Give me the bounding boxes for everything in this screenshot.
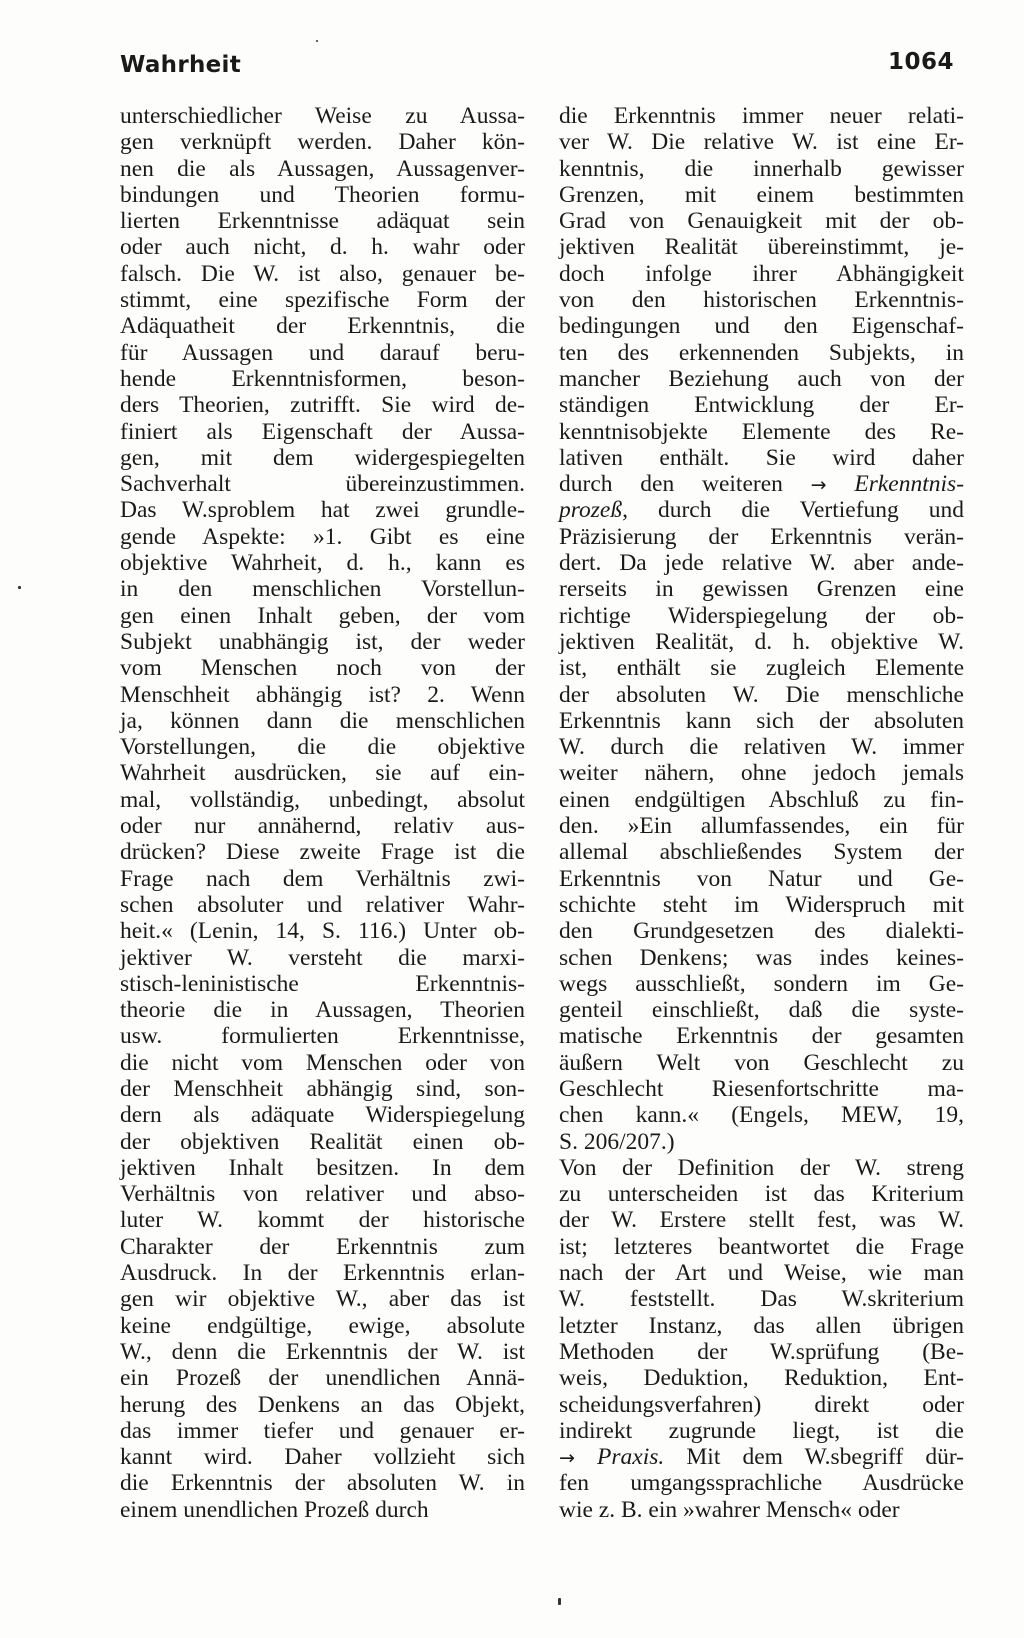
left-line: gende Aspekte: »1. Gibt es eine: [120, 523, 525, 550]
right-line: genteil einschließt, daß die syste-: [559, 997, 964, 1024]
right-line: dert. Da jede relative W. aber ande-: [559, 550, 964, 577]
left-line: Charakter der Erkenntnis zum: [120, 1233, 525, 1260]
right-line: chen kann.« (Engels, MEW, 19,: [559, 1102, 964, 1129]
left-line: keine endgültige, ewige, absolute: [120, 1312, 525, 1339]
right-line: [559, 497, 964, 523]
left-line: drücken? Diese zweite Frage ist die: [120, 839, 525, 866]
left-line: luter W. kommt der historische: [120, 1207, 525, 1234]
left-line: kannt wird. Daher vollzieht sich: [120, 1444, 525, 1471]
right-line: [559, 1444, 964, 1470]
left-line: Subjekt unabhängig ist, der weder: [120, 628, 525, 655]
right-line: ten des erkennenden Subjekts, in: [559, 339, 964, 366]
right-line: einen endgültigen Abschluß zu fin-: [559, 786, 964, 813]
left-line: mal, vollständig, unbedingt, absolut: [120, 786, 525, 813]
cross-ref-arrow-icon: →: [559, 1447, 575, 1470]
left-line: finiert als Eigenschaft der Aussa-: [120, 418, 525, 445]
left-line: Adäquatheit der Erkenntnis, die: [120, 313, 525, 340]
left-line: falsch. Die W. ist also, genauer be-: [120, 260, 525, 287]
left-line: ders Theorien, zutrifft. Sie wird de-: [120, 392, 525, 419]
left-line: stimmt, eine spezifische Form der: [120, 287, 525, 314]
left-line: ja, können dann die menschlichen: [120, 707, 525, 734]
right-line: [559, 471, 964, 497]
right-line: schichte steht im Widerspruch mit: [559, 891, 964, 918]
right-line: Von der Definition der W. streng: [559, 1154, 964, 1181]
left-line: usw. formulierten Erkenntnisse,: [120, 1023, 525, 1050]
left-line: schen absoluter und relativer Wahr-: [120, 891, 525, 918]
left-line: das immer tiefer und genauer er-: [120, 1417, 525, 1444]
left-line: gen wir objektive W., aber das ist: [120, 1286, 525, 1313]
left-line: bindungen und Theorien formu-: [120, 181, 525, 208]
right-line: die Erkenntnis immer neuer relati-: [559, 103, 964, 129]
right-line: allemal abschließendes System der: [559, 839, 964, 866]
right-line: fen umgangssprachliche Ausdrücke: [559, 1470, 964, 1497]
left-line: oder auch nicht, d. h. wahr oder: [120, 234, 525, 261]
left-line: Verhältnis von relativer und abso-: [120, 1181, 525, 1208]
left-line: jektiven Inhalt besitzen. In dem: [120, 1154, 525, 1181]
right-line: mancher Beziehung auch von der: [559, 365, 964, 392]
right-line: richtige Widerspiegelung der ob-: [559, 602, 964, 629]
left-line: oder nur annähernd, relativ aus-: [120, 813, 525, 840]
left-line: gen verknüpft werden. Daher kön-: [120, 129, 525, 156]
right-line: ist; letzteres beantwortet die Frage: [559, 1233, 964, 1260]
right-line: kenntnisobjekte Elemente des Re-: [559, 418, 964, 445]
right-line: nach der Art und Weise, wie man: [559, 1260, 964, 1287]
left-line: hende Erkenntnisformen, beson-: [120, 365, 525, 392]
left-line: Vorstellungen, die die objektive: [120, 734, 525, 761]
right-line: indirekt zugrunde liegt, ist die: [559, 1417, 964, 1444]
left-line: theorie die in Aussagen, Theorien: [120, 997, 525, 1024]
right-line: doch infolge ihrer Abhängigkeit: [559, 260, 964, 287]
right-line: Methoden der W.sprüfung (Be-: [559, 1338, 964, 1365]
scan-speck: [558, 1598, 561, 1605]
scan-speck: [18, 586, 21, 589]
right-line: W. feststellt. Das W.skriterium: [559, 1286, 964, 1313]
right-line: den Grundgesetzen des dialekti-: [559, 918, 964, 945]
right-line: zu unterscheiden ist das Kriterium: [559, 1181, 964, 1208]
left-line: Sachverhalt übereinzustimmen.: [120, 471, 525, 498]
right-line: ist, enthält sie zugleich Elemente: [559, 655, 964, 682]
left-line: objektive Wahrheit, d. h., kann es: [120, 550, 525, 577]
right-line: S. 206/207.): [559, 1128, 675, 1155]
ref-text: durch die Vertiefung und: [657, 497, 965, 524]
left-line: die nicht vom Menschen oder von: [120, 1049, 525, 1076]
left-line: gen, mit dem widergespiegelten: [120, 444, 525, 471]
right-line: weiter nähern, ohne jedoch jemals: [559, 760, 964, 787]
right-line: ständigen Entwicklung der Er-: [559, 392, 964, 419]
right-line: Grenzen, mit einem bestimmten: [559, 181, 964, 208]
left-line: jektiver W. versteht die marxi-: [120, 944, 525, 971]
ref-text: Mit dem W.sbegriff dür-: [686, 1444, 964, 1471]
left-line: der Menschheit abhängig sind, son-: [120, 1075, 525, 1102]
right-line: jektiven Realität übereinstimmt, je-: [559, 234, 964, 261]
right-line: der absoluten W. Die menschliche: [559, 681, 964, 708]
left-line: der objektiven Realität einen ob-: [120, 1128, 525, 1155]
left-line: W., denn die Erkenntnis der W. ist: [120, 1338, 525, 1365]
left-line: dern als adäquate Widerspiegelung: [120, 1102, 525, 1129]
scan-speck: [316, 40, 318, 42]
left-line: in den menschlichen Vorstellun-: [120, 576, 525, 603]
right-line: letzter Instanz, das allen übrigen: [559, 1312, 964, 1339]
left-line: Menschheit abhängig ist? 2. Wenn: [120, 681, 525, 708]
cross-ref-link-erkenntnisprozess-cont[interactable]: prozeß,: [559, 497, 628, 524]
ref-text: durch den weiteren: [559, 471, 783, 498]
right-line: matische Erkenntnis der gesamten: [559, 1023, 964, 1050]
right-line: scheidungsverfahren) direkt oder: [559, 1391, 964, 1418]
left-line: lierten Erkenntnisse adäquat sein: [120, 208, 525, 235]
left-line: nen die als Aussagen, Aussagenver-: [120, 155, 525, 182]
right-line: von den historischen Erkenntnis-: [559, 287, 964, 314]
left-line: unterschiedlicher Weise zu Aussa-: [120, 103, 525, 129]
right-line: Erkenntnis kann sich der absoluten: [559, 707, 964, 734]
right-line: Erkenntnis von Natur und Ge-: [559, 865, 964, 892]
text-column-right: [559, 103, 964, 1523]
left-line: vom Menschen noch von der: [120, 655, 525, 682]
right-line: rerseits in gewissen Grenzen eine: [559, 576, 964, 603]
left-line: für Aussagen und darauf beru-: [120, 339, 525, 366]
running-head-title: Wahrheit: [120, 52, 242, 78]
right-line: äußern Welt von Geschlecht zu: [559, 1049, 964, 1076]
right-line: der W. Erstere stellt fest, was W.: [559, 1207, 964, 1234]
page-number: 1064: [888, 49, 955, 75]
cross-ref-arrow-icon: →: [810, 474, 827, 497]
left-line: Das W.sproblem hat zwei grundle-: [120, 497, 525, 524]
left-line: Frage nach dem Verhältnis zwi-: [120, 865, 525, 892]
right-line: weis, Deduktion, Reduktion, Ent-: [559, 1365, 964, 1392]
right-line: Grad von Genauigkeit mit der ob-: [559, 208, 964, 235]
left-line: gen einen Inhalt geben, der vom: [120, 602, 525, 629]
right-line: wegs ausschließt, sondern im Ge-: [559, 970, 964, 997]
left-line: stisch-leninistische Erkenntnis-: [120, 970, 525, 997]
right-line: W. durch die relativen W. immer: [559, 734, 964, 761]
left-line: die Erkenntnis der absoluten W. in: [120, 1470, 525, 1497]
cross-ref-link-praxis[interactable]: Praxis.: [597, 1444, 665, 1471]
left-line: ein Prozeß der unendlichen Annä-: [120, 1365, 525, 1392]
left-line: einem unendlichen Prozeß durch: [120, 1496, 429, 1523]
text-column-left: [120, 103, 525, 1523]
cross-ref-link-erkenntnisprozess[interactable]: Erkenntnis-: [854, 471, 965, 498]
right-line: kenntnis, die innerhalb gewisser: [559, 155, 964, 182]
right-line: lativen enthält. Sie wird daher: [559, 444, 964, 471]
left-line: Ausdruck. In der Erkenntnis erlan-: [120, 1260, 525, 1287]
right-line: bedingungen und den Eigenschaf-: [559, 313, 964, 340]
right-line: jektiven Realität, d. h. objektive W.: [559, 628, 964, 655]
right-line: Präzisierung der Erkenntnis verän-: [559, 523, 964, 550]
left-line: herung des Denkens an das Objekt,: [120, 1391, 525, 1418]
right-line: den. »Ein allumfassendes, ein für: [559, 813, 964, 840]
right-line: ver W. Die relative W. ist eine Er-: [559, 129, 964, 156]
right-line: Geschlecht Riesenfortschritte ma-: [559, 1075, 964, 1102]
left-line: Wahrheit ausdrücken, sie auf ein-: [120, 760, 525, 787]
left-line: heit.« (Lenin, 14, S. 116.) Unter ob-: [120, 918, 525, 945]
right-line: schen Denkens; was indes keines-: [559, 944, 964, 971]
right-line: wie z. B. ein »wahrer Mensch« oder: [559, 1496, 900, 1523]
